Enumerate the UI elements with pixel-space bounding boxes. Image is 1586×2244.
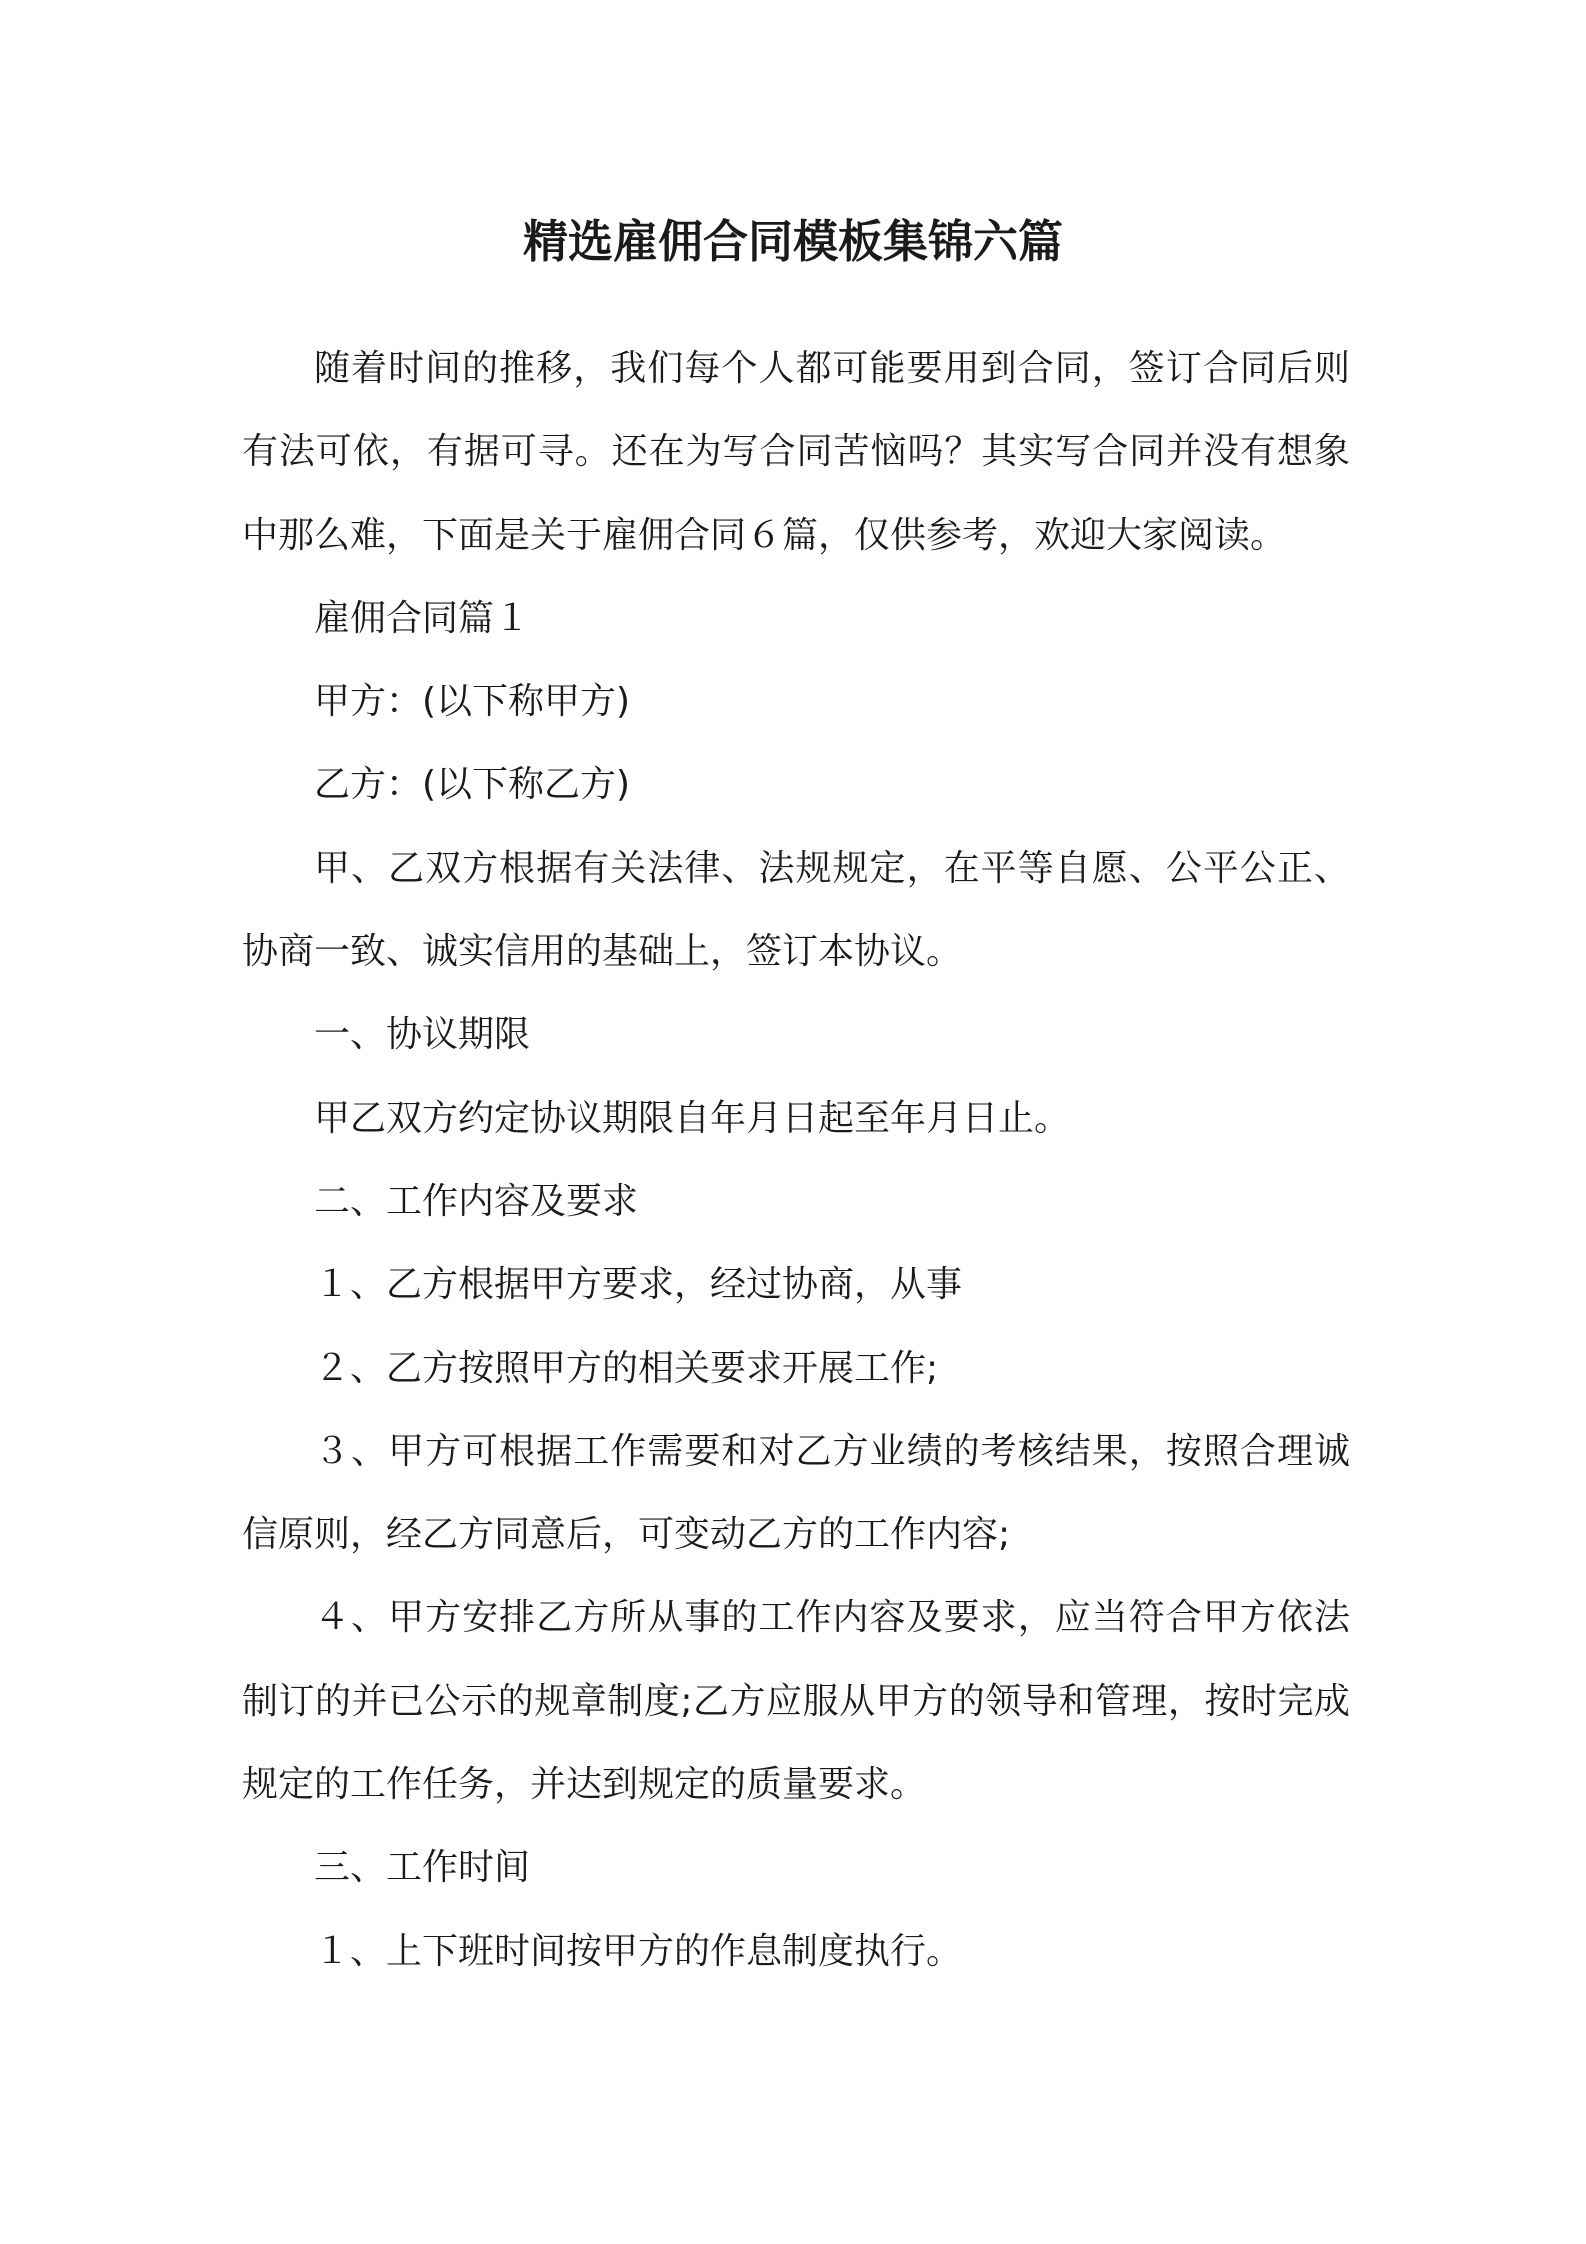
- intro-paragraph: 随着时间的推移，我们每个人都可能要用到合同，签订合同后则有法可依，有据可寻。还在为写合同苦恼吗？其实写合同并没有想象中那么难，下面是关于雇佣合同６篇，仅供参考，欢迎大家阅读。: [242, 348, 1350, 556]
- work-item-1: １、乙方根据甲方要求，经过协商，从事: [314, 1264, 963, 1306]
- section-heading-contract-1: 雇佣合同篇１: [314, 597, 531, 639]
- document-title: 精选雇佣合同模板集锦六篇: [522, 215, 1063, 268]
- work-item-2: ２、乙方按照甲方的相关要求开展工作;: [314, 1347, 939, 1389]
- agreement-basis-paragraph: 甲、乙双方根据有关法律、法规规定，在平等自愿、公平公正、协商一致、诚实信用的基础上，签订本协议。: [242, 847, 1350, 973]
- term-paragraph: 甲乙双方约定协议期限自年月日起至年月日止。: [314, 1097, 1071, 1139]
- clause-heading-work-content: 二、工作内容及要求: [314, 1180, 639, 1222]
- work-item-4: ４、甲方安排乙方所从事的工作内容及要求，应当符合甲方依法制订的并已公示的规章制度;乙方应服从甲方的领导和管理，按时完成规定的工作任务，并达到规定的质量要求。: [242, 1597, 1350, 1806]
- clause-heading-work-time: 三、工作时间: [314, 1847, 531, 1889]
- party-a-line: 甲方：(以下称甲方): [314, 681, 631, 723]
- work-time-item-1: １、上下班时间按甲方的作息制度执行。: [314, 1930, 963, 1972]
- clause-heading-term: 一、协议期限: [314, 1014, 531, 1056]
- work-item-3: ３、甲方可根据工作需要和对乙方业绩的考核结果，按照合理诚信原则，经乙方同意后，可变动乙方的工作内容;: [242, 1430, 1350, 1556]
- document-body: [242, 327, 1350, 1993]
- party-b-line: 乙方：(以下称乙方): [314, 764, 631, 806]
